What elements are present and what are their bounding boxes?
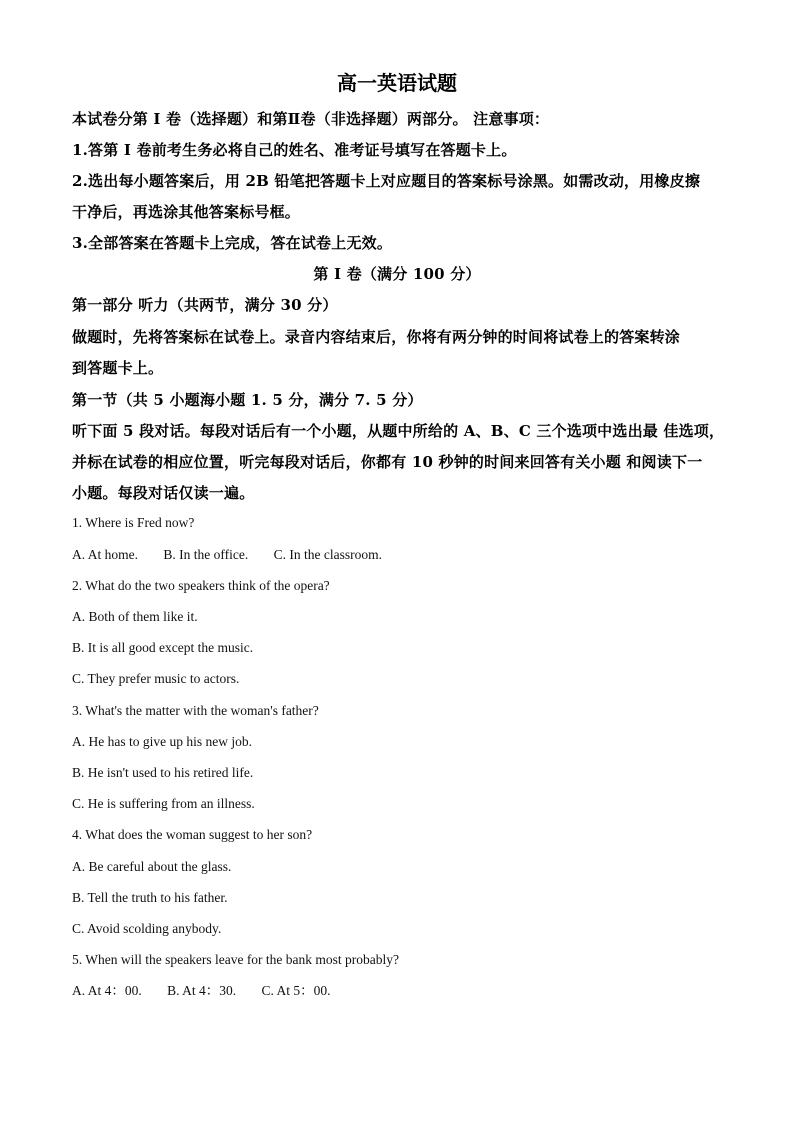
part1-heading: 第一部分 听力（共两节，满分 30 分） xyxy=(72,296,338,314)
question-4-option-c: C. Avoid scolding anybody. xyxy=(72,921,222,936)
question-3-option-b: B. He isn't used to his retired life. xyxy=(72,765,254,780)
question-3-option-c: C. He is suffering from an illness. xyxy=(72,796,255,811)
question-5-option-c: C. At 5：00. xyxy=(261,983,331,998)
question-4-option-a: A. Be careful about the glass. xyxy=(72,859,232,874)
question-1-option-c: C. In the classroom. xyxy=(273,547,382,562)
question-2-text: 2. What do the two speakers think of the opera? xyxy=(72,578,330,593)
instruction-item-1: 1.答第 I 卷前考生务必将自己的姓名、准考证号填写在答题卡上。 xyxy=(72,141,517,159)
question-2-option-c: C. They prefer music to actors. xyxy=(72,671,240,686)
question-2-option-a: A. Both of them like it. xyxy=(72,609,198,624)
section1-desc-line-2: 并标在试卷的相应位置，听完每段对话后，你都有 10 秒钟的时间来回答有关小题 和阅读下一 xyxy=(72,453,703,471)
question-3-text: 3. What's the matter with the woman's father? xyxy=(72,703,319,718)
section1-desc-line-3: 小题。每段对话仅读一遍。 xyxy=(72,484,255,502)
section1-heading: 第一节（共 5 小题海小题 1. 5 分，满分 7. 5 分） xyxy=(72,391,423,409)
question-5-text: 5. When will the speakers leave for the bank most probably? xyxy=(72,952,400,967)
question-5-option-a: A. At 4：00. xyxy=(72,983,142,998)
question-1-option-b: B. In the office. xyxy=(163,547,249,562)
question-4-text: 4. What does the woman suggest to her son? xyxy=(72,827,313,842)
volume-heading: 第 I 卷（满分 100 分） xyxy=(313,265,481,283)
question-1-text: 1. Where is Fred now? xyxy=(72,515,195,530)
question-5-option-b: B. At 4：30. xyxy=(167,983,237,998)
page-title: 高一英语试题 xyxy=(337,71,457,95)
instruction-item-2-line-2: 干净后，再选涂其他答案标号框。 xyxy=(72,203,301,221)
question-3-option-a: A. He has to give up his new job. xyxy=(72,734,252,749)
instruction-item-3: 3.全部答案在答题卡上完成，答在试卷上无效。 xyxy=(72,234,393,252)
question-5-options xyxy=(72,982,353,1000)
part1-desc-line-2: 到答题卡上。 xyxy=(72,359,164,377)
question-1-options xyxy=(72,546,404,564)
question-2-option-b: B. It is all good except the music. xyxy=(72,640,254,655)
section1-desc-line-1: 听下面 5 段对话。每段对话后有一个小题，从题中所给的 A、B、C 三个选项中选出最 佳选项， xyxy=(72,422,725,440)
question-4-option-b: B. Tell the truth to his father. xyxy=(72,890,228,905)
question-1-option-a: A. At home. xyxy=(72,547,138,562)
part1-desc-line-1: 做题时，先将答案标在试卷上。录音内容结束后，你将有两分钟的时间将试卷上的答案转涂 xyxy=(72,328,681,346)
instruction-item-2-line-1: 2.选出每小题答案后，用 2B 铅笔把答题卡上对应题目的答案标号涂黑。如需改动，用橡皮擦 xyxy=(72,172,701,190)
instructions-intro: 本试卷分第 I 卷（选择题）和第Ⅱ卷（非选择题）两部分。 注意事项： xyxy=(72,110,550,128)
